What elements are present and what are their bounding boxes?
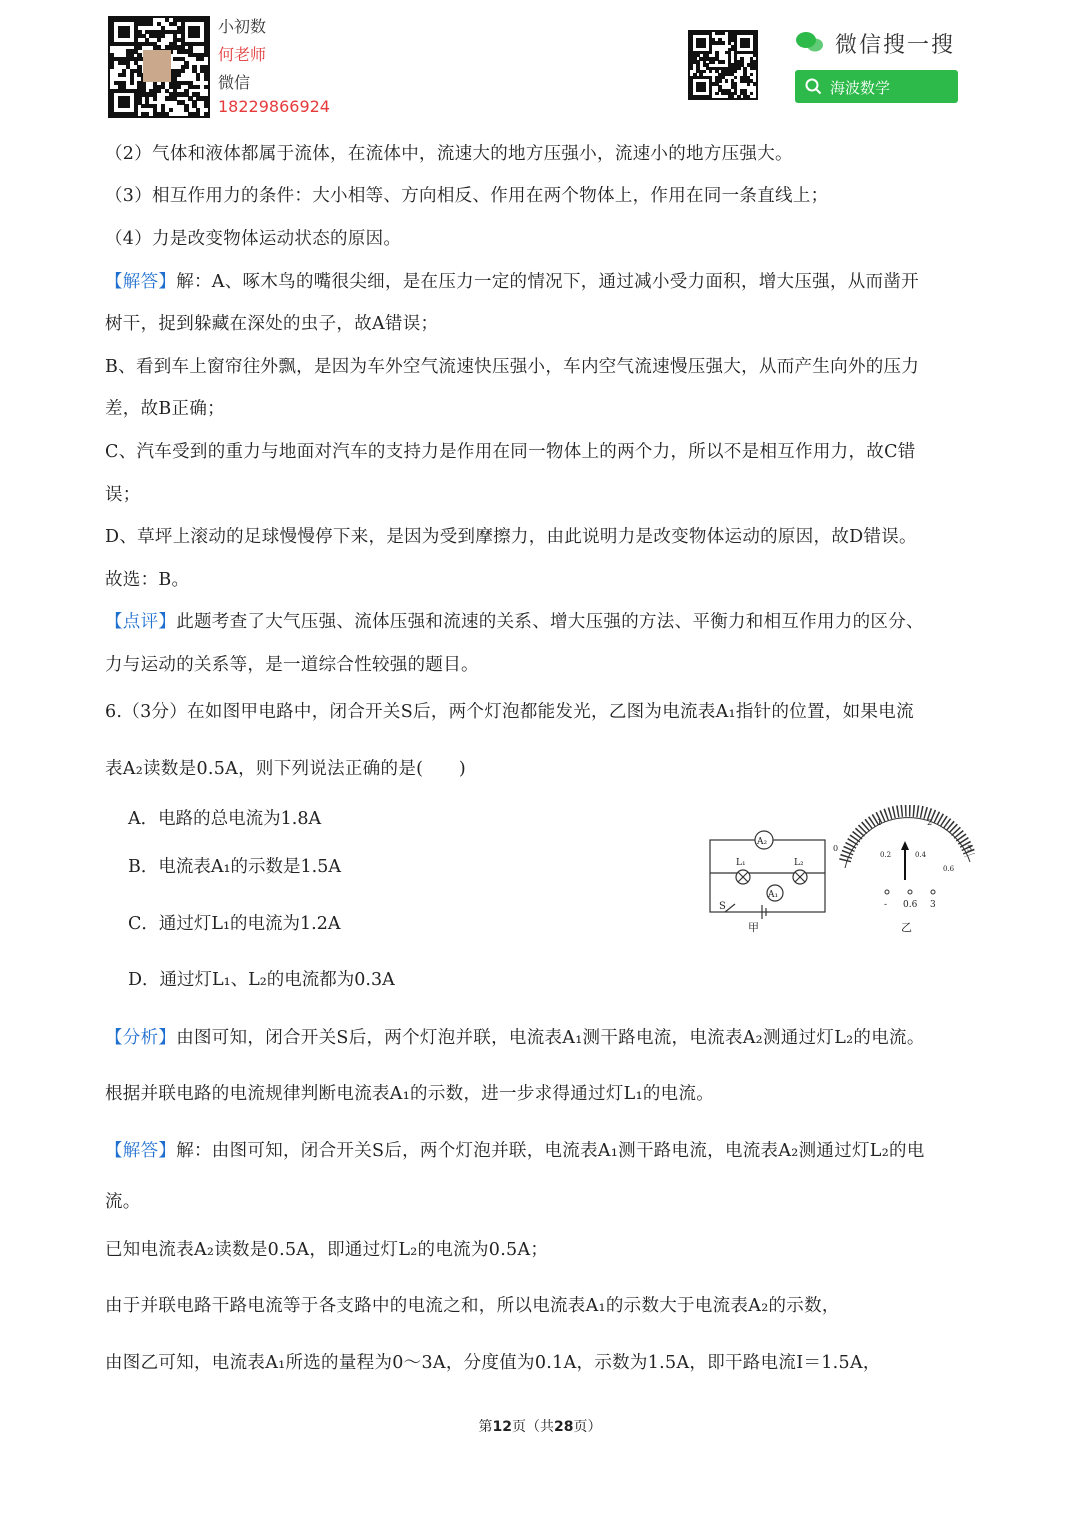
qr-module: [753, 82, 756, 85]
qr-module: [153, 96, 157, 100]
qr-module: [177, 73, 181, 77]
qr-module: [184, 65, 188, 69]
qr-module: [149, 22, 153, 26]
footer-middle: 页（共: [512, 1419, 554, 1435]
q5-comment-text-1: 此题考查了大气压强、流体压强和流速的关系、增大压强的方法、平衡力和相互作用力的区分、: [176, 612, 924, 632]
circuit-label-s: S: [719, 901, 726, 912]
q6-answer-line-3: 已知电流表A₂读数是0.5A，即通过灯L₂的电流为0.5A；: [105, 1240, 549, 1260]
circuit-diagram: [710, 831, 825, 919]
qr-module: [126, 34, 130, 38]
dial-scale-2: 2: [927, 818, 933, 827]
teacher-line-1: 小初数: [218, 17, 267, 36]
circuit-label-a2: A₂: [757, 837, 768, 847]
qr-module: [204, 104, 208, 108]
q6-option-c: C．通过灯L₁的电流为1.2A: [128, 914, 341, 934]
qr-module: [196, 34, 200, 38]
q6-option-d: D．通过灯L₁、L₂的电流都为0.3A: [128, 970, 395, 990]
q5-answer-line-6: 误；: [105, 485, 141, 505]
qr-module: [204, 53, 208, 57]
wechat-search-label: 微信搜一搜: [835, 33, 956, 58]
q5-answer-line-8: 故选：B。: [105, 570, 190, 590]
q6-answer-text-1: 解：由图可知，闭合开关S后，两个灯泡并联，电流表A₁测干路电流，电流表A₂测通过灯L₂的电: [176, 1141, 925, 1161]
qr-module: [126, 104, 130, 108]
qr-module: [165, 112, 169, 116]
avatar: [143, 50, 171, 82]
circuit-caption-jia: 甲: [748, 921, 759, 934]
q6-option-b: B．电流表A₁的示数是1.5A: [128, 857, 341, 877]
q5-answer-tag: 【解答】: [105, 272, 177, 292]
qr-module: [747, 95, 750, 98]
q6-figure: [705, 805, 975, 935]
dial-scale-1: 1: [877, 818, 883, 827]
qr-module: [715, 92, 718, 95]
q5-answer-line-3: B、看到车上窗帘往外飘，是因为车外空气流速快压强小，车内空气流速慢压强大，从而产生向外的压力: [105, 357, 920, 377]
q5-answer-text-1: 解：A、啄木鸟的嘴很尖细，是在压力一定的情况下，通过减小受力面积，增大压强，从而凿开: [176, 272, 919, 292]
q5-comment-line-2: 力与运动的关系等，是一道综合性较强的题目。: [105, 655, 479, 675]
terminal-3: 3: [930, 900, 936, 910]
qr-module: [753, 54, 756, 57]
q6-analysis-line-1: [105, 1024, 925, 1049]
circuit-label-a1: A₁: [768, 890, 779, 900]
qr-module: [734, 76, 737, 79]
footer-suffix: 页）: [573, 1419, 602, 1435]
q5-comment-line-1: [105, 608, 924, 633]
qr-module: [703, 89, 706, 92]
qr-module: [753, 67, 756, 70]
q5-answer-line-2: 树干，捉到躲藏在深处的虫子，故A错误；: [105, 314, 439, 334]
qr-module: [204, 77, 208, 81]
qr-module: [690, 67, 693, 70]
circuit-label-l1: L₁: [736, 858, 746, 868]
qr-module: [703, 45, 706, 48]
qr-module: [122, 73, 126, 77]
qr-module: [731, 95, 734, 98]
teacher-line-3: 微信: [218, 73, 251, 92]
qr-module: [110, 65, 114, 69]
qr-module: [721, 60, 724, 63]
q5-answer-line-7: D、草坪上滚动的足球慢慢停下来，是因为受到摩擦力，由此说明力是改变物体运动的原因，故D错误。: [105, 527, 917, 547]
qr-module: [130, 81, 134, 85]
q6-answer-line-4: 由于并联电路干路电流等于各支路中的电流之和，所以电流表A₁的示数大于电流表A₂的示数，: [105, 1296, 840, 1316]
qr-module: [737, 95, 740, 98]
qr-module: [161, 34, 165, 38]
qr-module: [196, 85, 200, 89]
wechat-search-button[interactable]: [795, 70, 958, 103]
wechat-search-icon: [795, 30, 825, 54]
qr-module: [157, 38, 161, 42]
qr-module: [725, 79, 728, 82]
footer-total-pages: 28: [554, 1419, 574, 1435]
q6-stem-line-1: 6.（3分）在如图甲电路中，闭合开关S后，两个灯泡都能发光，乙图为电流表A₁指针的位置，如果电流: [105, 702, 914, 722]
wechat-search-button-label: 海波数学: [830, 79, 891, 97]
qr-code-right: [688, 30, 758, 100]
qr-module: [709, 51, 712, 54]
magnifier-icon: [805, 78, 822, 95]
qr-module: [721, 41, 724, 44]
circuit-label-l2: L₂: [794, 858, 804, 868]
dial-scale-0: 0: [833, 844, 839, 853]
q6-option-a: A．电路的总电流为1.8A: [128, 809, 322, 829]
q6-answer-line-5: 由图乙可知，电流表A₁所选的量程为0～3A，分度值为0.1A，示数为1.5A，即干路电流I＝1.5A，: [105, 1353, 881, 1373]
q6-stem-line-2: 表A₂读数是0.5A，则下列说法正确的是( ): [105, 759, 466, 779]
qr-module: [196, 112, 200, 116]
analysis-point-2: （2）气体和液体都属于流体，在流体中，流速大的地方压强小，流速小的地方压强大。: [105, 144, 793, 164]
q6-analysis-line-2: 根据并联电路的电流规律判断电流表A₁的示数，进一步求得通过灯L₁的电流。: [105, 1084, 715, 1104]
qr-module: [204, 112, 208, 116]
q6-answer-line-2: 流。: [105, 1192, 141, 1212]
teacher-phone: 18229866924: [218, 97, 330, 116]
qr-module: [157, 89, 161, 93]
dial-scale-3: 3: [967, 844, 973, 853]
qr-module: [181, 69, 185, 73]
qr-module: [200, 57, 204, 61]
analysis-point-4: （4）力是改变物体运动状态的原因。: [105, 229, 402, 249]
dial-scale-0-6: 0.6: [943, 865, 955, 873]
q5-answer-line-5: C、汽车受到的重力与地面对汽车的支持力是作用在同一物体上的两个力，所以不是相互作用力，故C错: [105, 442, 916, 462]
q6-analysis-tag: 【分析】: [105, 1028, 177, 1048]
qr-module: [137, 45, 141, 49]
terminal-minus: -: [884, 900, 888, 910]
q6-answer-tag: 【解答】: [105, 1141, 177, 1161]
q6-answer-line-1: [105, 1137, 925, 1162]
footer-prefix: 第: [478, 1419, 493, 1435]
qr-module: [712, 60, 715, 63]
ammeter-caption-yi: 乙: [901, 921, 912, 934]
terminal-0-6: 0.6: [903, 900, 918, 910]
qr-module: [169, 108, 173, 112]
qr-module: [750, 92, 753, 95]
qr-module: [145, 112, 149, 116]
qr-module: [196, 77, 200, 81]
qr-module: [721, 32, 724, 35]
q5-answer-line-4: 差，故B正确；: [105, 399, 225, 419]
q5-answer-line-1: [105, 268, 919, 293]
q6-analysis-text-1: 由图可知，闭合开关S后，两个灯泡并联，电流表A₁测干路电流，电流表A₂测通过灯L₂的电流。: [176, 1028, 925, 1048]
dial-scale-0-2: 0.2: [880, 851, 892, 859]
page-footer: [0, 1416, 1080, 1436]
qr-module: [747, 45, 750, 48]
qr-module: [709, 70, 712, 73]
analysis-point-3: （3）相互作用力的条件：大小相等、方向相反、作用在两个物体上，作用在同一条直线上；: [105, 186, 829, 206]
qr-module: [750, 73, 753, 76]
qr-module: [747, 82, 750, 85]
qr-module: [737, 67, 740, 70]
qr-module: [134, 112, 138, 116]
qr-module: [204, 85, 208, 89]
qr-module: [703, 70, 706, 73]
q5-comment-tag: 【点评】: [105, 612, 177, 632]
qr-module: [709, 95, 712, 98]
qr-module: [718, 79, 721, 82]
dial-scale-0-4: 0.4: [915, 851, 927, 859]
footer-page-number: 12: [492, 1419, 512, 1435]
qr-module: [734, 70, 737, 73]
teacher-line-2: 何老师: [218, 45, 267, 64]
qr-module: [177, 85, 181, 89]
